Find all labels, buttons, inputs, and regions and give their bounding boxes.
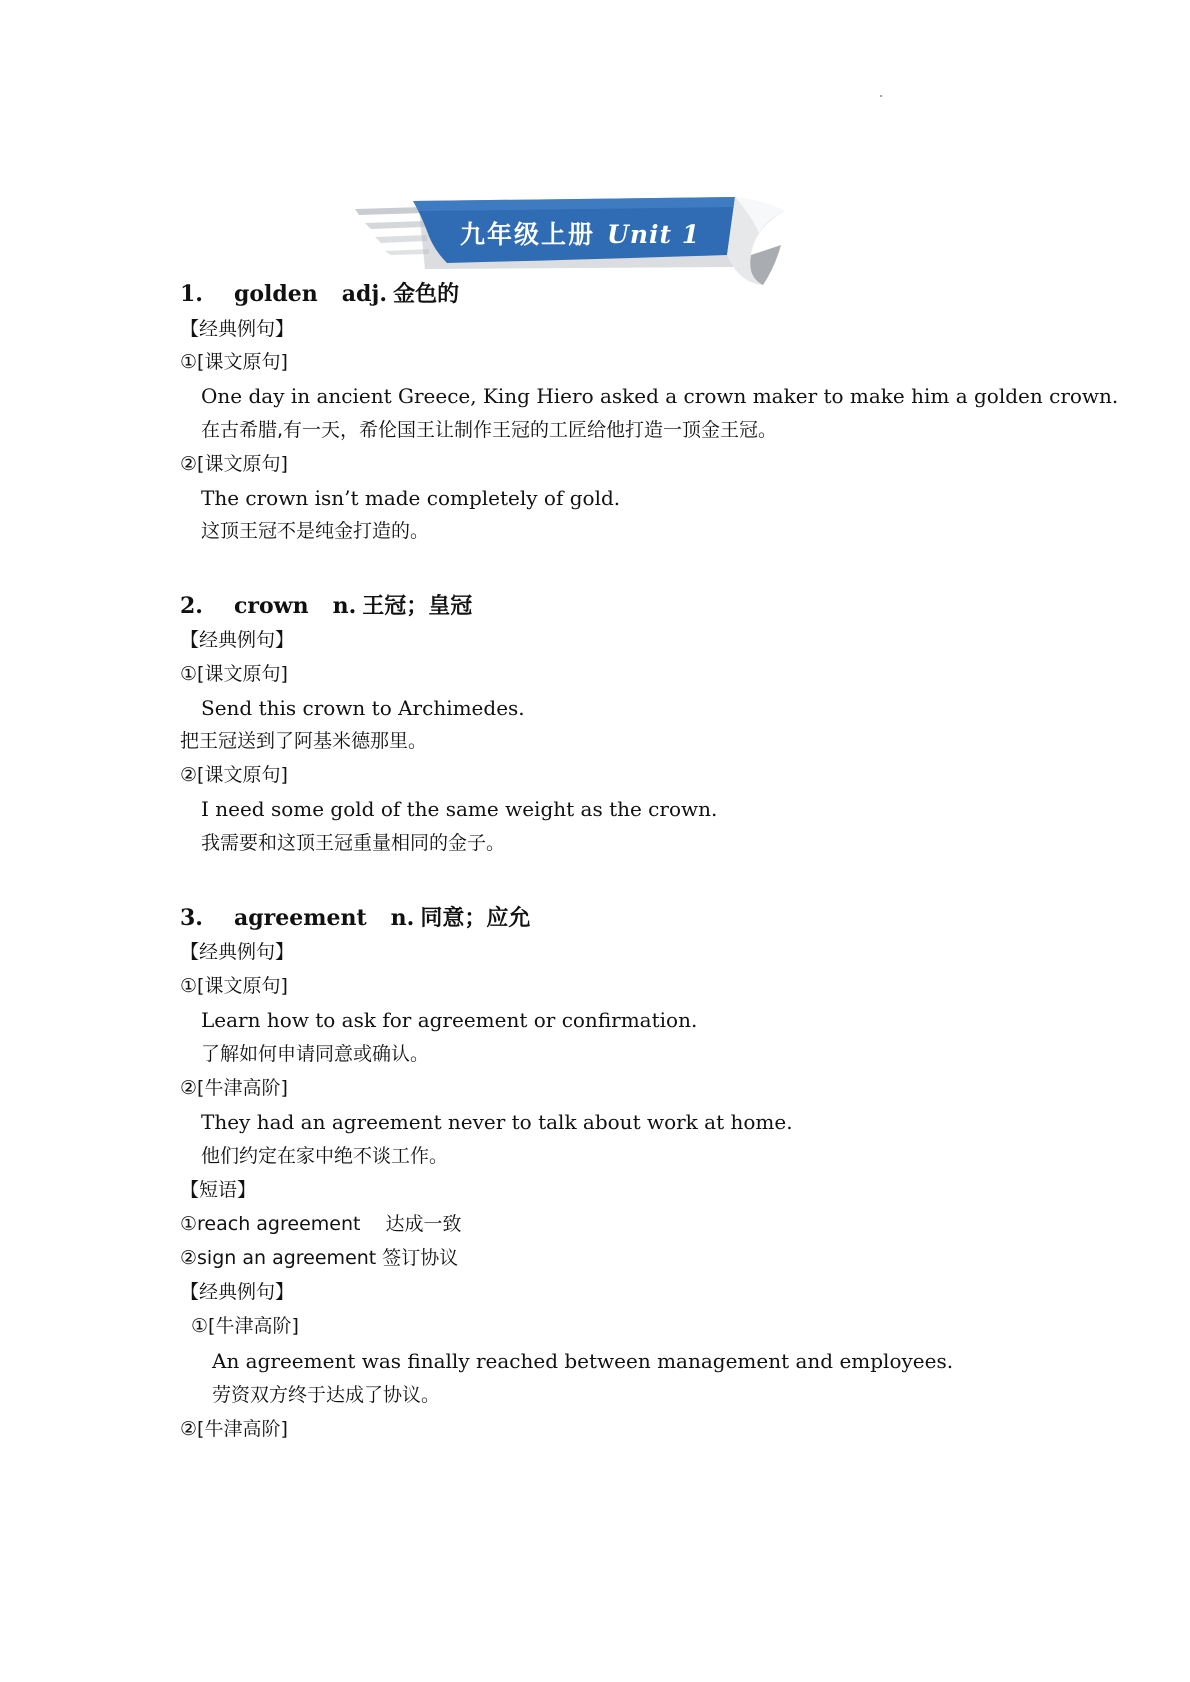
label-line: ①[课文原句]: [180, 975, 288, 997]
entry-pos: n.: [332, 593, 357, 619]
banner-grade: 九年级上册: [460, 220, 596, 249]
speck: [880, 95, 882, 97]
label-line: ①[课文原句]: [180, 663, 288, 685]
example-sentence: Learn how to ask for agreement or confirmation.: [201, 1008, 698, 1032]
entry-pos: adj.: [341, 281, 388, 307]
entry-pos: n.: [390, 905, 415, 931]
label-line: 把王冠送到了阿基米德那里。: [180, 730, 428, 752]
translation-line: 在古希腊,有一天，希伦国王让制作王冠的工匠给他打造一顶金王冠。: [201, 419, 778, 441]
entry-word: crown: [234, 593, 309, 619]
example-sentence: Send this crown to Archimedes.: [201, 696, 525, 720]
translation-line: 我需要和这顶王冠重量相同的金子。: [201, 832, 506, 854]
entry-heading: [180, 592, 472, 620]
label-line: ①[课文原句]: [180, 351, 288, 373]
label-line: ②[牛津高阶]: [180, 1418, 288, 1440]
entry-word: agreement: [234, 905, 367, 931]
unit-banner: [355, 197, 835, 287]
label-line: ②[牛津高阶]: [180, 1077, 288, 1099]
entry-num: 2.: [180, 593, 203, 619]
example-sentence: One day in ancient Greece, King Hiero asked a crown maker to make him a golden crown.: [201, 384, 1119, 408]
label-line: ①[牛津高阶]: [191, 1315, 299, 1337]
label-line: ②[课文原句]: [180, 764, 288, 786]
entry-num: 3.: [180, 905, 203, 931]
banner-title: [460, 215, 700, 255]
example-sentence: An agreement was finally reached between management and employees.: [212, 1349, 954, 1373]
translation-line: 劳资双方终于达成了协议。: [212, 1384, 441, 1406]
label-line: ②sign an agreement 签订协议: [180, 1247, 459, 1269]
entry-heading: [180, 280, 459, 308]
example-sentence: They had an agreement never to talk about work at home.: [201, 1110, 793, 1134]
entry-meaning: 同意；应允: [420, 905, 531, 931]
label-line: 【经典例句】: [180, 1281, 295, 1303]
entry-num: 1.: [180, 281, 203, 307]
label-line: 【经典例句】: [180, 941, 295, 963]
entry-word: golden: [234, 281, 318, 307]
example-sentence: I need some gold of the same weight as the crown.: [201, 797, 718, 821]
translation-line: 了解如何申请同意或确认。: [201, 1043, 430, 1065]
label-line: 【短语】: [180, 1179, 257, 1201]
example-sentence: The crown isn’t made completely of gold.: [201, 486, 621, 510]
banner-unit: Unit 1: [607, 220, 701, 249]
entry-meaning: 王冠；皇冠: [362, 593, 473, 619]
label-line: ①reach agreement 达成一致: [180, 1213, 462, 1235]
label-line: 【经典例句】: [180, 318, 295, 340]
translation-line: 他们约定在家中绝不谈工作。: [201, 1145, 449, 1167]
label-line: 【经典例句】: [180, 629, 295, 651]
label-line: ②[课文原句]: [180, 453, 288, 475]
translation-line: 这顶王冠不是纯金打造的。: [201, 520, 430, 542]
entry-meaning: 金色的: [393, 281, 460, 307]
entry-heading: [180, 904, 530, 932]
